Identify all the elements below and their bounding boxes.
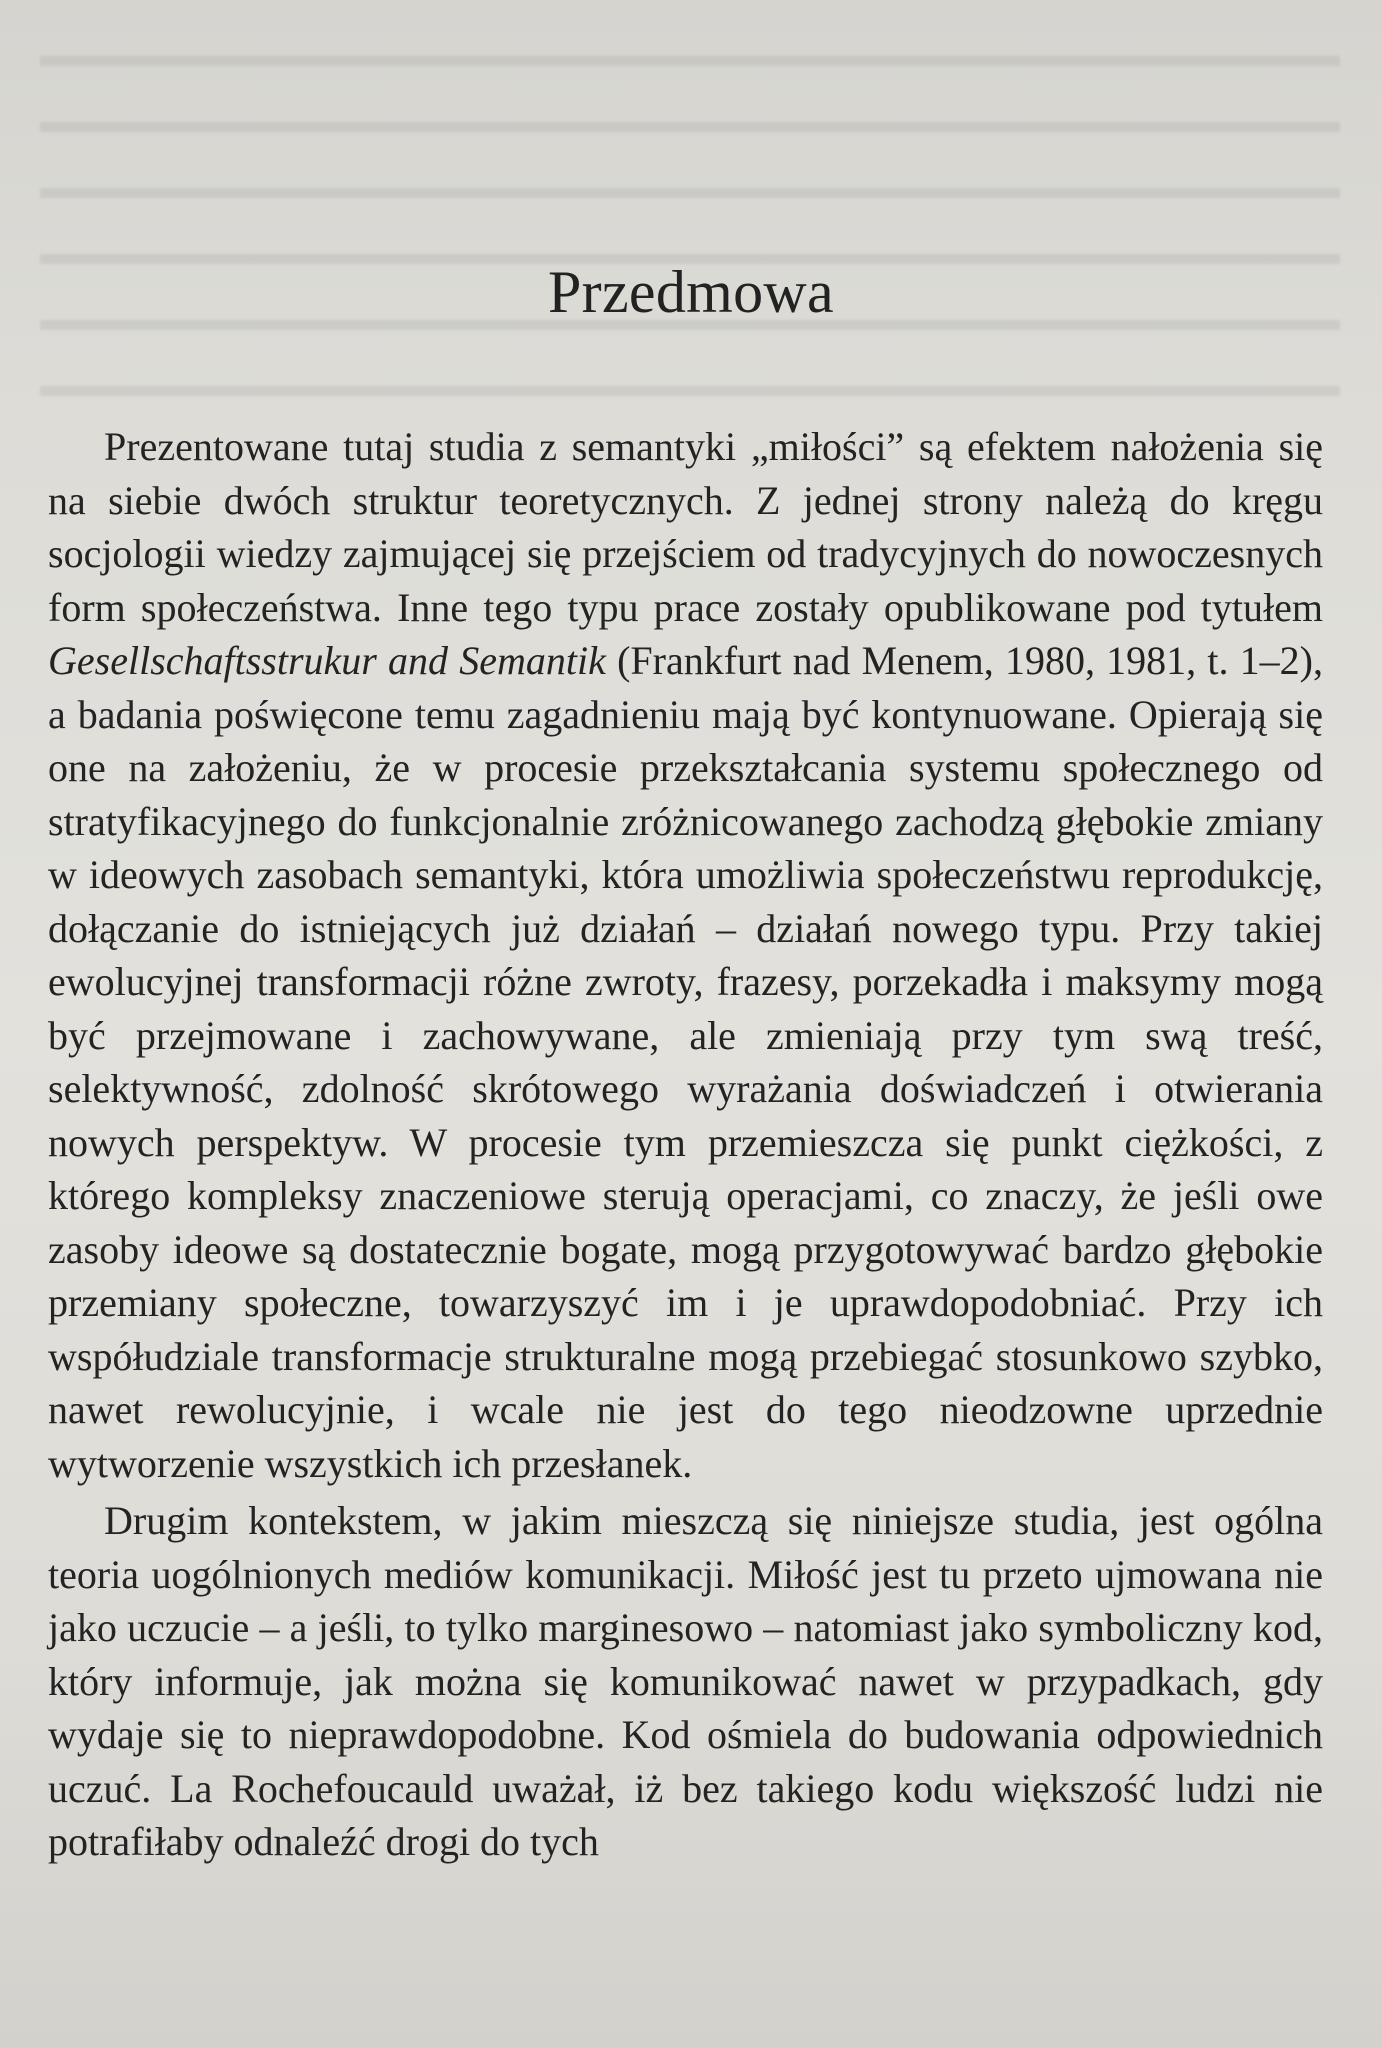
page-title: Przedmowa — [548, 259, 834, 325]
paragraph-2 — [48, 1494, 1323, 1869]
paragraph-2-text: Drugim kontekstem, w jakim mieszczą się niniejsze studia, jest ogólna teoria uogólnionych mediów komunikacji. Miłość jest tu przeto ujmowana nie jako uczucie – a jeśli, to tylko marginesowo – natomiast jako symboliczny kod, który informuje, jak można się komunikować nawet w przypadkach, gdy wydaje się to nieprawdopodobne. Kod ośmiela do budowania odpowiednich uczuć. La Rochefoucauld uważał, iż bez takiego kodu większość ludzi nie potrafiłaby odnaleźć drogi do tych — [48, 1498, 1323, 1864]
paragraph-1-italic-title: Gesellschaftsstrukur and Semantik — [48, 638, 606, 683]
paragraph-1 — [48, 420, 1323, 1490]
paragraph-1-text-b: (Frankfurt nad Menem, 1980, 1981, t. 1–2), a badania poświęcone temu zagadnieniu mają być kontynuowane. Opierają się one na założeniu, że w procesie przekształcania systemu społecznego od stratyfikacyjnego do funkcjonalnie zróżnicowanego zachodzą głębokie zmiany w ideowych zasobach semantyki, która umożliwia społeczeństwu reprodukcję, dołączanie do istniejących już działań – działań nowego typu. Przy takiej ewolucyjnej transformacji różne zwroty, frazesy, porzekadła i maksymy mogą być przejmowane i zachowywane, ale zmieniają przy tym swą treść, selektywność, zdolność skrótowego wyrażania doświadczeń i otwierania nowych perspektyw. W procesie tym przemieszcza się punkt ciężkości, z którego kompleksy znaczeniowe sterują operacjami, co znaczy, że jeśli owe zasoby ideowe są dostatecznie bogate, mogą przygotowywać bardzo głębokie przemiany społeczne, towarzyszyć im i je uprawdopodobniać. Przy ich współudziale transformacje strukturalne mogą przebiegać stosunkowo szybko, nawet rewolucyjnie, i wcale nie jest do tego nieodzowne uprzednie wytworzenie wszystkich ich przesłanek. — [48, 638, 1323, 1486]
body-text — [48, 420, 1323, 1869]
paragraph-1-text-a: Prezentowane tutaj studia z semantyki „miłości” są efektem nałożenia się na siebie dwóch struktur teoretycznych. Z jednej strony należą do kręgu socjologii wiedzy zajmującej się przejściem od tradycyjnych do nowoczesnych form społeczeństwa. Inne tego typu prace zostały opublikowane pod tytułem — [48, 424, 1323, 630]
show-through-text — [40, 0, 1340, 420]
